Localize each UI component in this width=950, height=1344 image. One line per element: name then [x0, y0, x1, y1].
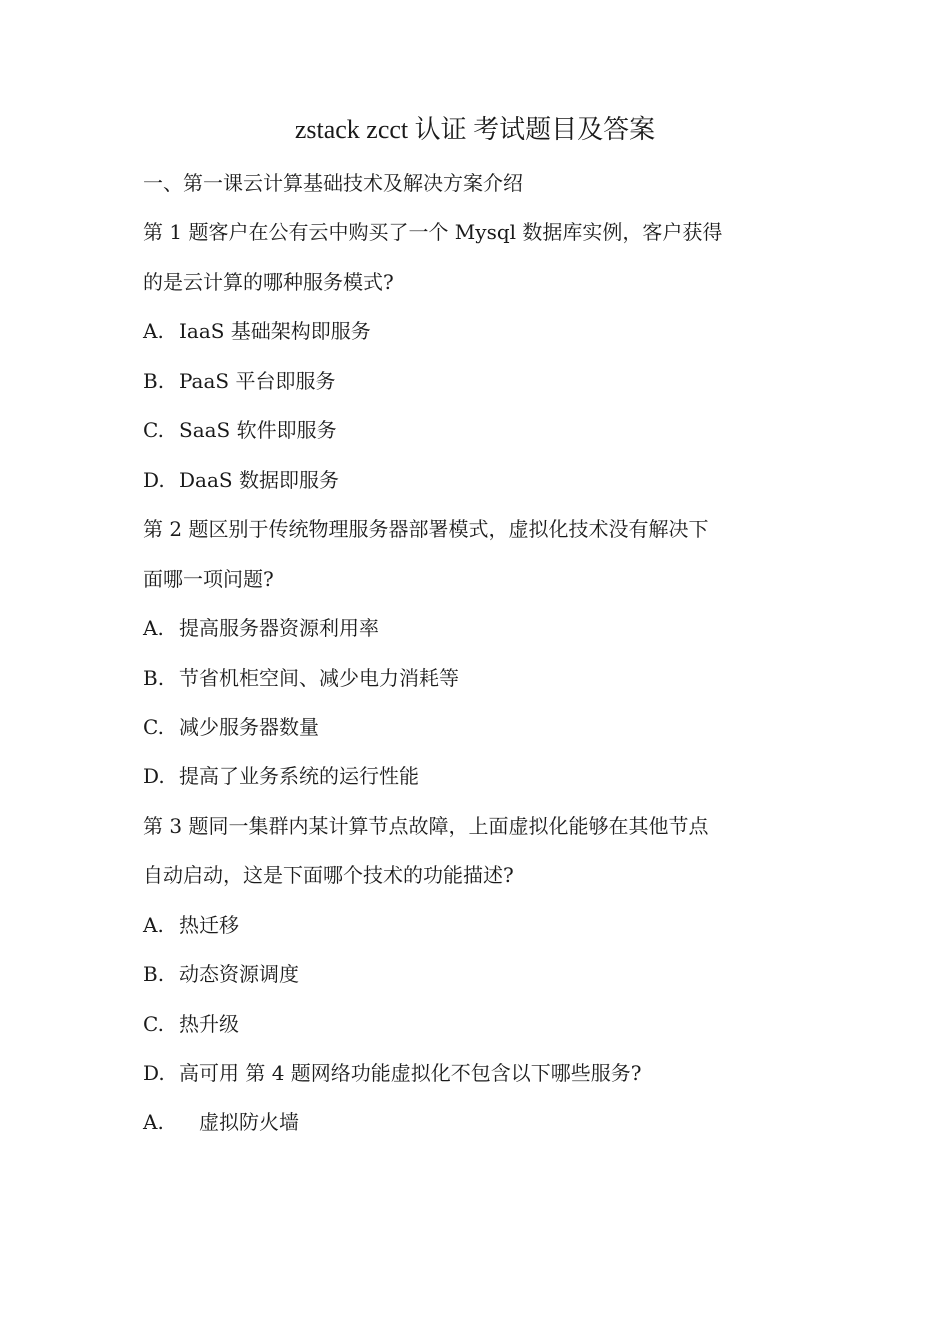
option-letter: D. — [143, 764, 165, 788]
question-1-option-a — [143, 316, 843, 346]
option-text: SaaS 软件即服务 — [179, 418, 337, 442]
question-3-line-1: 第 3 题同一集群内某计算节点故障，上面虚拟化能够在其他节点 — [143, 814, 709, 838]
question-3-option-b — [143, 959, 843, 989]
option-text: IaaS 基础架构即服务 — [179, 319, 371, 343]
question-1-option-c — [143, 415, 843, 445]
option-letter: D. — [143, 1061, 165, 1085]
option-text: 动态资源调度 — [179, 962, 299, 986]
option-letter: C. — [143, 715, 164, 739]
option-letter: B. — [143, 666, 165, 690]
option-letter: A. — [143, 1110, 164, 1134]
option-letter: C. — [143, 418, 164, 442]
question-1-line-2: 的是云计算的哪种服务模式? — [143, 270, 394, 294]
option-letter: B. — [143, 962, 165, 986]
question-3-option-c — [143, 1009, 843, 1039]
option-letter: B. — [143, 369, 165, 393]
option-letter: D. — [143, 468, 165, 492]
question-2-option-a — [143, 613, 843, 643]
question-2-option-c — [143, 712, 843, 742]
option-text: 节省机柜空间、减少电力消耗等 — [179, 666, 459, 690]
question-1-line-1: 第 1 题客户在公有云中购买了一个 Mysql 数据库实例，客户获得 — [143, 220, 723, 244]
option-text: 减少服务器数量 — [179, 715, 319, 739]
option-text: DaaS 数据即服务 — [179, 468, 339, 492]
option-text: 高可用 第 4 题网络功能虚拟化不包含以下哪些服务? — [179, 1061, 642, 1085]
option-letter: A. — [143, 913, 164, 937]
option-letter: C. — [143, 1012, 164, 1036]
section-heading: 一、第一课云计算基础技术及解决方案介绍 — [143, 171, 523, 195]
option-text: 提高服务器资源利用率 — [179, 616, 379, 640]
question-1-option-d — [143, 465, 843, 495]
question-2-option-d — [143, 761, 843, 791]
question-2-option-b — [143, 663, 843, 693]
question-2-line-1: 第 2 题区别于传统物理服务器部署模式，虚拟化技术没有解决下 — [143, 517, 709, 541]
question-3-line-2: 自动启动，这是下面哪个技术的功能描述? — [143, 863, 514, 887]
option-letter: A. — [143, 616, 164, 640]
question-3-option-a — [143, 910, 843, 940]
question-2-line-2: 面哪一项问题? — [143, 567, 274, 591]
option-text: 热迁移 — [179, 913, 239, 937]
question-1-option-b — [143, 366, 843, 396]
option-text: 热升级 — [179, 1012, 239, 1036]
option-text: 提高了业务系统的运行性能 — [179, 764, 419, 788]
question-3-option-d — [143, 1058, 843, 1088]
option-letter: A. — [143, 319, 164, 343]
question-4-option-a — [143, 1107, 843, 1137]
option-text: 虚拟防火墙 — [199, 1110, 299, 1134]
document-title: zstack zcct 认证 考试题目及答案 — [294, 115, 656, 144]
option-text: PaaS 平台即服务 — [179, 369, 336, 393]
